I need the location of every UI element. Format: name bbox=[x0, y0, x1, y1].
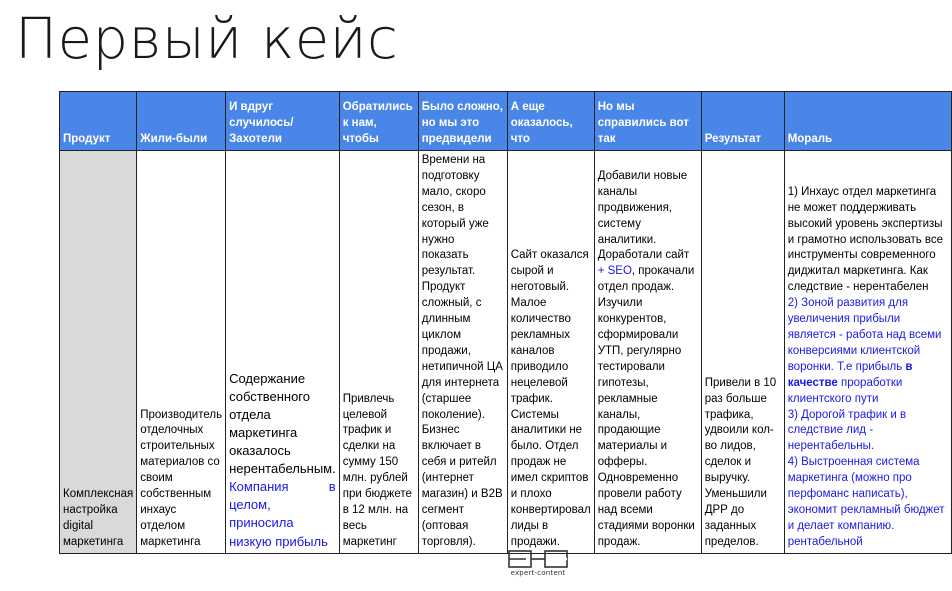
header-result: Результат bbox=[701, 92, 784, 151]
moral-point-2c: проработки клиентского пути bbox=[787, 376, 903, 405]
case-table bbox=[59, 91, 952, 554]
cell-asked: Привлечь целевой трафик и сделки на сумму 150 млн. рублей при бюджете в 12 млн. на весь маркетинг bbox=[339, 151, 418, 554]
header-moral: Мораль bbox=[784, 92, 951, 151]
header-suddenly: И вдруг случилось/Захотели bbox=[226, 92, 340, 151]
moral-point-3: 3) Дорогой трафик и в следствие лид - нерентабельны. bbox=[787, 408, 907, 453]
header-once: Жили-были bbox=[137, 92, 226, 151]
table-row bbox=[60, 151, 952, 554]
suddenly-main-text: Содержание собственного отдела маркетинга оказалось нерентабельным. bbox=[229, 370, 336, 477]
table-header-row bbox=[60, 92, 952, 151]
logo-text: expert-content bbox=[510, 569, 566, 577]
cell-product: Комплексная настройка digital маркетинга bbox=[60, 151, 137, 554]
header-also: А еще оказалось, что bbox=[507, 92, 594, 151]
managed-text-1: Добавили новые каналы продвижения, систему аналитики. Доработали сайт bbox=[597, 169, 690, 262]
header-hard: Было сложно, но мы это предвидели bbox=[418, 92, 507, 151]
page-title: Первый кейс bbox=[15, 7, 399, 72]
header-product: Продукт bbox=[60, 92, 137, 151]
moral-point-2a: 2) Зоной развития для увеличения прибыли является - работа над всеми конверсиями клиентской воронки. Т.е прибыль bbox=[787, 297, 942, 373]
suddenly-blue-text: Компания в целом, приносила низкую прибыль bbox=[229, 479, 336, 549]
expert-content-logo bbox=[505, 550, 571, 577]
cell-also: Сайт оказался сырой и неготовый. Малое количество рекламных каналов приводило нецелевой трафик. Системы аналитики не было. Отдел продаж не имел скриптов и плохо конвертировал лиды в продажи. bbox=[507, 151, 594, 554]
header-managed: Но мы справились вот так bbox=[594, 92, 701, 151]
cell-result: Привели в 10 раз больше трафика, удвоили кол-во лидов, сделок и выручку. Уменьшили ДРР до заданных пределов. bbox=[701, 151, 784, 554]
moral-point-2b: в качестве bbox=[787, 360, 913, 389]
cell-managed bbox=[594, 151, 701, 554]
managed-text-2: , прокачали отдел продаж. Изучили конкурентов, сформировали УТП, регулярно тестировали гипотезы, рекламные каналы, продающие материалы и офферы. Одновременно провели работу над всеми стадиями воронки продаж. bbox=[597, 265, 695, 548]
cell-suddenly bbox=[226, 151, 340, 554]
managed-seo-text: + SEO bbox=[597, 265, 632, 278]
logo-mark-icon bbox=[508, 550, 568, 568]
header-asked: Обратились к нам, чтобы bbox=[339, 92, 418, 151]
moral-point-2 bbox=[788, 297, 942, 404]
moral-point-4: 4) Выстроенная система маркетинга (можно про перфоманс написать), экономит рекламный бюджет и делает компанию. рентабельной bbox=[787, 456, 945, 548]
moral-point-1: 1) Инхаус отдел маркетинга не может поддерживать высокий уровень экспертизы и грамотно использовать все инструменты современного диджитал маркетинга. Как следствие - нерентабелен bbox=[787, 185, 944, 294]
cell-once: Производитель отделочных строительных материалов со своим собственным инхаус отделом маркетинга bbox=[137, 151, 226, 554]
cell-hard: Времени на подготовку мало, скоро сезон, в который уже нужно показать результат. Продукт сложный, с длинным циклом продажи, нетипичной ЦА для интернета (старшее поколение). Бизнес включает в себя и ритейл (интернет магазин) и B2B сегмент (оптовая торговля). bbox=[418, 151, 507, 554]
cell-moral bbox=[784, 151, 951, 554]
